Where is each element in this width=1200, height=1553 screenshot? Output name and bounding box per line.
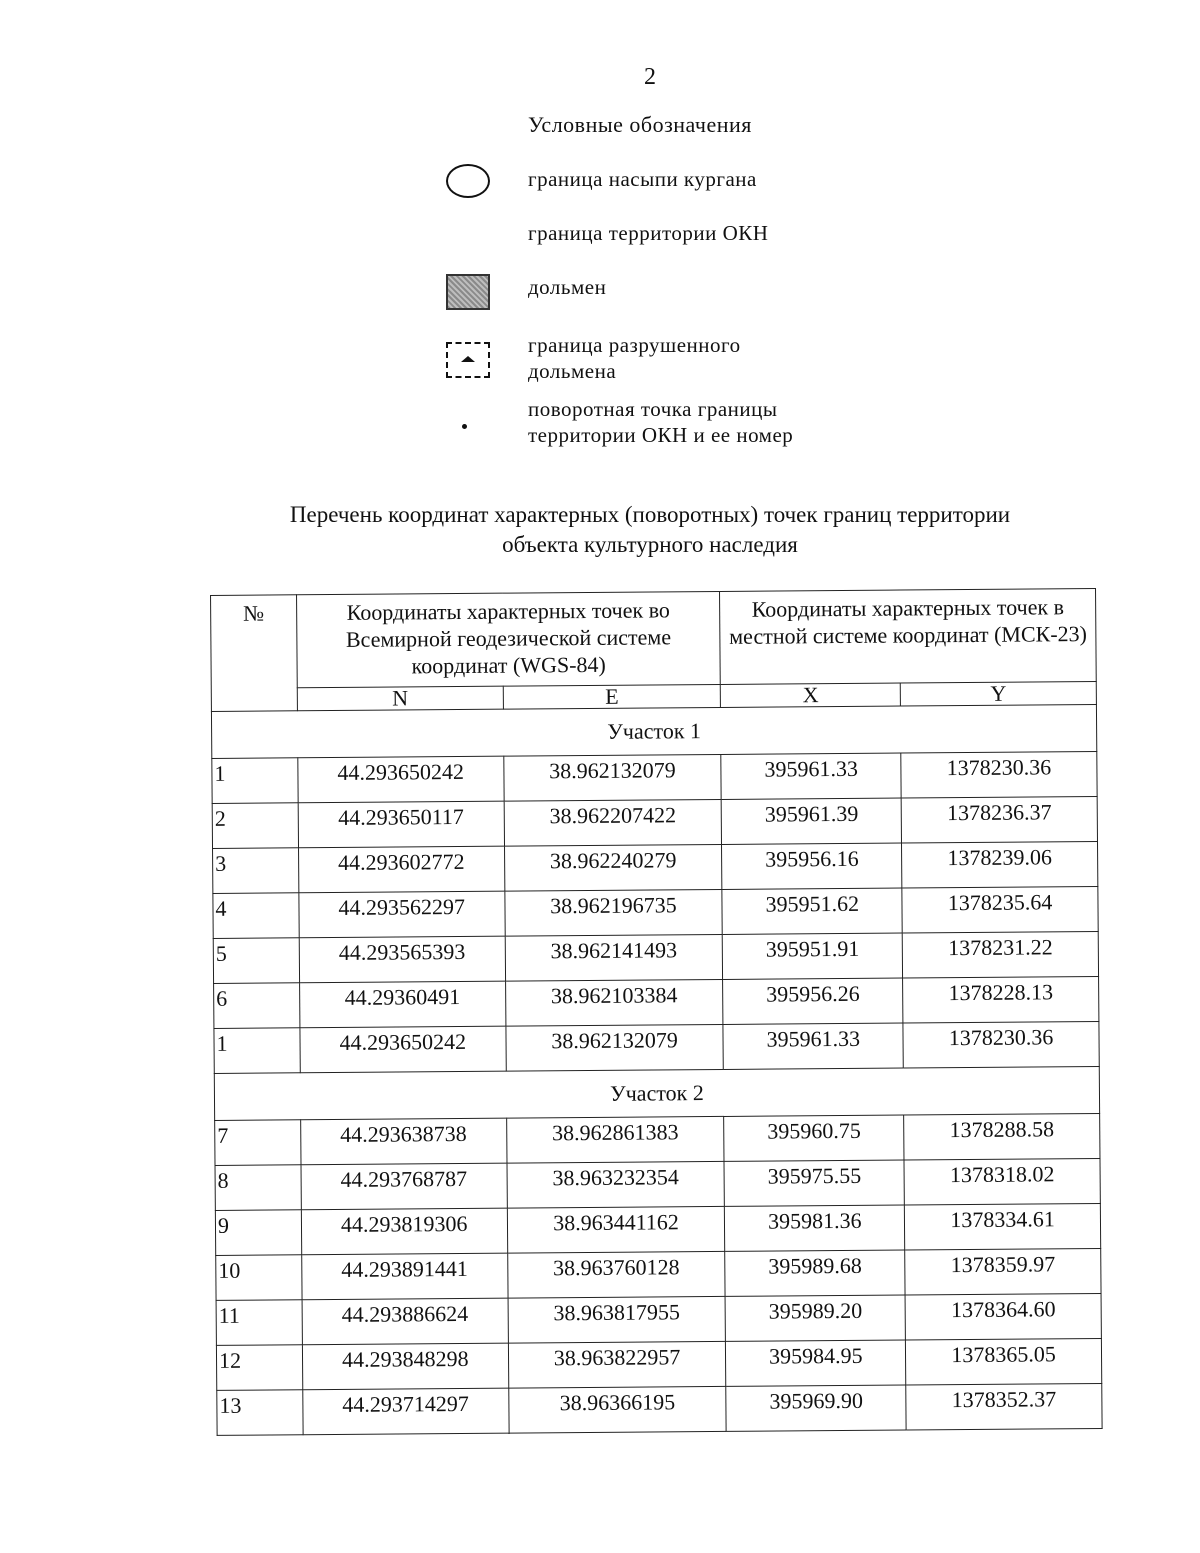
table-row	[217, 1383, 1102, 1435]
coord-y: 1378236.37	[901, 796, 1097, 843]
table-title	[180, 500, 1120, 560]
table-title-line1: Перечень координат характерных (поворотных) точек границ территории	[289, 502, 1011, 527]
col-header-wgs84: Координаты характерных точек во Всемирной геодезической системе координат (WGS-84)	[296, 591, 720, 687]
coord-y: 1378364.60	[905, 1293, 1101, 1340]
table-row	[212, 796, 1097, 848]
legend-item-dolmen	[440, 274, 960, 324]
point-number: 1	[214, 1028, 300, 1074]
coord-e: 38.963817955	[508, 1296, 726, 1343]
coord-y: 1378228.13	[903, 976, 1099, 1023]
point-number: 10	[216, 1255, 302, 1301]
dot-icon	[462, 424, 467, 429]
table-row	[215, 1113, 1100, 1165]
table-row	[216, 1338, 1101, 1390]
coord-n: 44.293562297	[299, 891, 505, 938]
dashed-box-icon	[446, 342, 490, 378]
legend-title: Условные обозначения	[528, 112, 752, 137]
col-header-num: №	[211, 595, 298, 712]
legend-item-turning-point	[440, 396, 960, 452]
table-row	[212, 751, 1097, 803]
coord-x: 395989.20	[725, 1295, 905, 1341]
coord-e: 38.962196735	[505, 889, 723, 936]
legend-label-line2: дольмена	[528, 359, 617, 383]
point-number: 9	[215, 1210, 301, 1256]
coord-x: 395951.62	[722, 888, 902, 934]
coord-n: 44.293565393	[299, 936, 505, 983]
coord-e: 38.962141493	[505, 934, 723, 981]
point-number: 5	[213, 938, 299, 984]
coord-y: 1378231.22	[902, 931, 1098, 978]
coord-x: 395984.95	[726, 1340, 906, 1386]
col-header-n: N	[297, 686, 503, 711]
coord-n: 44.293819306	[301, 1208, 507, 1255]
table-row	[216, 1248, 1101, 1300]
legend-item-destroyed-dolmen	[440, 333, 960, 398]
legend-label-line1: поворотная точка границы	[528, 397, 778, 421]
point-number: 6	[214, 983, 300, 1029]
coord-y: 1378334.61	[905, 1203, 1101, 1250]
legend-label: граница насыпи кургана	[528, 167, 757, 191]
coord-y: 1378239.06	[902, 841, 1098, 888]
coord-e: 38.962132079	[506, 1024, 724, 1071]
table-title-line2: объекта культурного наследия	[502, 532, 798, 557]
coord-y: 1378230.36	[901, 751, 1097, 798]
coord-y: 1378288.58	[904, 1113, 1100, 1160]
section-title: Участок 1	[211, 705, 1096, 759]
point-number: 1	[212, 758, 298, 804]
table-row	[213, 931, 1098, 983]
coord-e: 38.962132079	[503, 754, 721, 801]
coord-e: 38.962240279	[504, 844, 722, 891]
table-row	[215, 1203, 1100, 1255]
coord-e: 38.962861383	[506, 1116, 724, 1163]
legend-label: дольмен	[528, 275, 607, 299]
coord-y: 1378352.37	[906, 1383, 1102, 1430]
legend-item-mound-boundary	[440, 164, 960, 214]
col-header-y: Y	[900, 682, 1096, 707]
coord-y: 1378365.05	[906, 1338, 1102, 1385]
coord-e: 38.963822957	[508, 1341, 726, 1388]
table-row	[213, 841, 1098, 893]
col-header-e: E	[503, 684, 721, 709]
coord-x: 395981.36	[725, 1205, 905, 1251]
coord-y: 1378359.97	[905, 1248, 1101, 1295]
coordinates-table	[210, 588, 1103, 1436]
coord-x: 395956.16	[722, 843, 902, 889]
coord-n: 44.293650117	[298, 801, 504, 848]
coord-e: 38.962207422	[504, 799, 722, 846]
col-header-msk23: Координаты характерных точек в местной системе координат (МСК-23)	[720, 589, 1096, 685]
ellipse-icon	[446, 164, 490, 198]
coord-y: 1378235.64	[902, 886, 1098, 933]
point-number: 13	[217, 1390, 303, 1436]
legend-label-line2: территории ОКН и ее номер	[528, 423, 794, 447]
section-row	[214, 1066, 1099, 1120]
table-row	[216, 1293, 1101, 1345]
point-number: 11	[216, 1300, 302, 1346]
coord-n: 44.293602772	[298, 846, 504, 893]
table-row	[215, 1158, 1100, 1210]
coord-x: 395960.75	[724, 1115, 904, 1161]
point-number: 3	[213, 848, 299, 894]
coord-x: 395961.33	[723, 1023, 903, 1069]
coord-n: 44.293768787	[301, 1163, 507, 1210]
coord-x: 395956.26	[723, 978, 903, 1024]
table-row	[214, 1021, 1099, 1073]
coord-n: 44.293638738	[300, 1118, 506, 1165]
point-number: 4	[213, 893, 299, 939]
coord-e: 38.962103384	[505, 979, 723, 1026]
page-number: 2	[644, 64, 656, 90]
point-number: 8	[215, 1165, 301, 1211]
coord-e: 38.963760128	[507, 1251, 725, 1298]
coord-e: 38.963232354	[507, 1161, 725, 1208]
coord-n: 44.293714297	[303, 1388, 509, 1435]
coord-y: 1378318.02	[904, 1158, 1100, 1205]
coord-n: 44.293848298	[302, 1343, 508, 1390]
section-row	[211, 705, 1096, 759]
point-number: 7	[215, 1120, 301, 1166]
coord-n: 44.293886624	[302, 1298, 508, 1345]
dolmen-icon	[446, 274, 490, 310]
section-title: Участок 2	[214, 1066, 1099, 1120]
coord-n: 44.293650242	[300, 1026, 506, 1073]
coord-n: 44.29360491	[299, 981, 505, 1028]
coord-y: 1378230.36	[903, 1021, 1099, 1068]
coord-x: 395961.39	[722, 798, 902, 844]
coord-e: 38.963441162	[507, 1206, 725, 1253]
point-number: 12	[216, 1345, 302, 1391]
coord-x: 395989.68	[725, 1250, 905, 1296]
coord-x: 395951.91	[723, 933, 903, 979]
coord-n: 44.293891441	[302, 1253, 508, 1300]
table-row	[213, 886, 1098, 938]
coord-x: 395961.33	[721, 753, 901, 799]
coord-x: 395969.90	[726, 1385, 906, 1431]
coord-n: 44.293650242	[298, 756, 504, 803]
col-header-x: X	[721, 683, 901, 707]
table-row	[214, 976, 1099, 1028]
coord-x: 395975.55	[724, 1160, 904, 1206]
legend-label-line1: граница разрушенного	[528, 333, 741, 357]
point-number: 2	[212, 803, 298, 849]
legend-label: граница территории ОКН	[528, 221, 769, 245]
legend-item-okn-boundary	[440, 220, 960, 270]
coord-e: 38.96366195	[508, 1386, 726, 1433]
